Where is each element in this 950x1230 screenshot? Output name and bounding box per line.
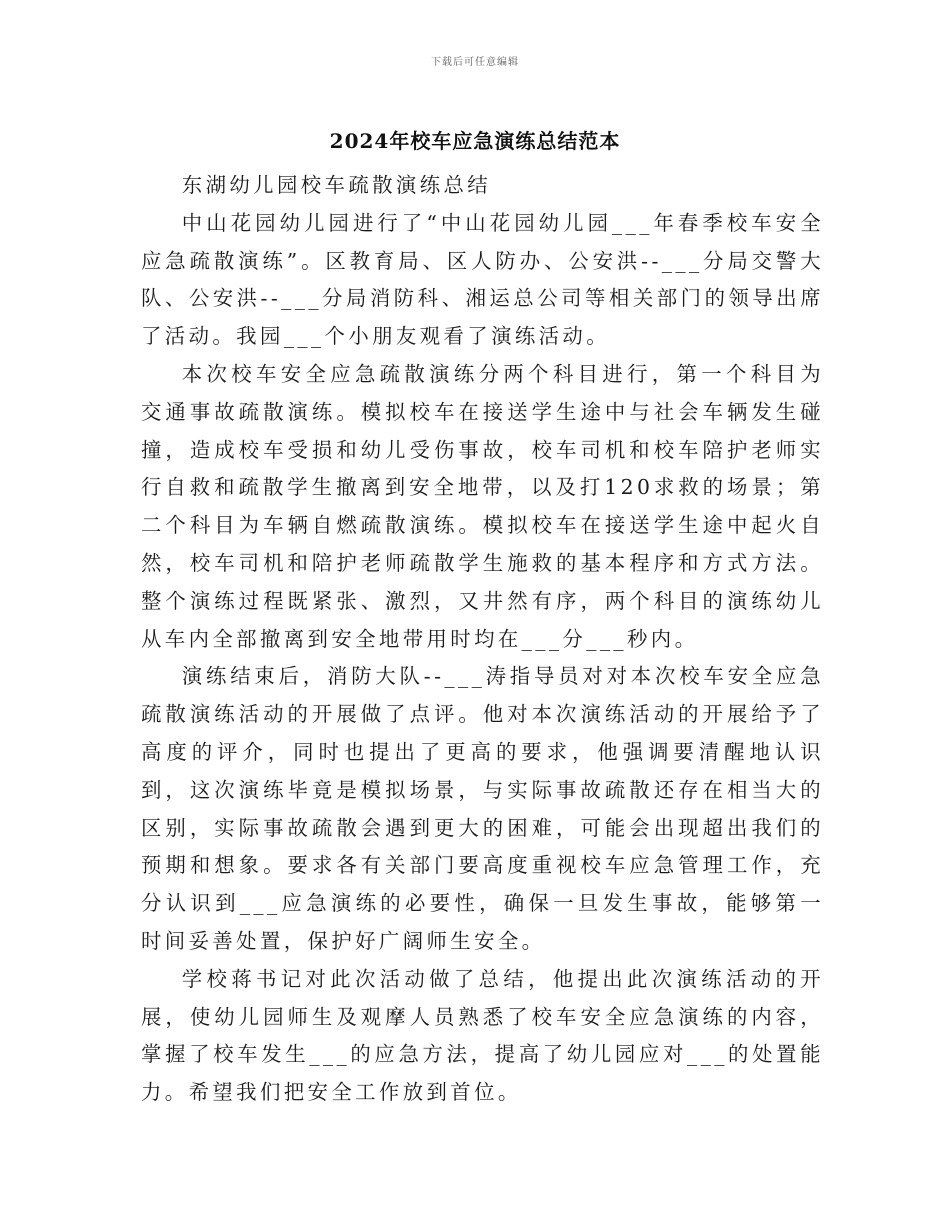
paragraph-2: 本次校车安全应急疏散演练分两个科目进行，第一个科目为交通事故疏散演练。模拟校车在接送学生途中与社会车辆发生碰撞，造成校车受损和幼儿受伤事故，校车司机和校车陪护老师实行自救和疏散学生撤离到安全地带，以及打120求救的场景；第二个科目为车辆自燃疏散演练。模拟校车在接送学生途中起火自然，校车司机和陪护老师疏散学生施救的基本程序和方式方法。整个演练过程既紧张、激烈，又井然有序，两个科目的演练幼儿从车内全部撤离到安全地带用时均在___分___秒内。 — [141, 361, 824, 651]
document-subtitle: 东湖幼儿园校车疏散演练总结 — [181, 173, 492, 197]
header-note: 下载后可任意编辑 — [431, 57, 519, 68]
paragraph-1: 中山花园幼儿园进行了“中山花园幼儿园___年春季校车安全应急疏散演练”。区教育局、区人防办、公安洪--___分局交警大队、公安洪--___分局消防科、湘运总公司等相关部门的领导出席了活动。我园___个小朋友观看了演练活动。 — [141, 210, 824, 349]
paragraph-4: 学校蒋书记对此次活动做了总结，他提出此次演练活动的开展，使幼儿园师生及观摩人员熟悉了校车安全应急演练的内容，掌握了校车发生___的应急方法，提高了幼儿园应对___的处置能力。希望我们把安全工作放到首位。 — [141, 966, 824, 1105]
document-body — [141, 167, 824, 1112]
paragraph-3: 演练结束后，消防大队--___涛指导员对对本次校车安全应急疏散演练活动的开展做了点评。他对本次演练活动的开展给予了高度的评介，同时也提出了更高的要求，他强调要清醒地认识到，这次演练毕竟是模拟场景，与实际事故疏散还存在相当大的区别，实际事故疏散会遇到更大的困难，可能会出现超出我们的预期和想象。要求各有关部门要高度重视校车应急管理工作，充分认识到___应急演练的必要性，确保一旦发生事故，能够第一时间妥善处置，保护好广阔师生安全。 — [141, 664, 824, 953]
document-title: 2024年校车应急演练总结范本 — [329, 129, 621, 153]
